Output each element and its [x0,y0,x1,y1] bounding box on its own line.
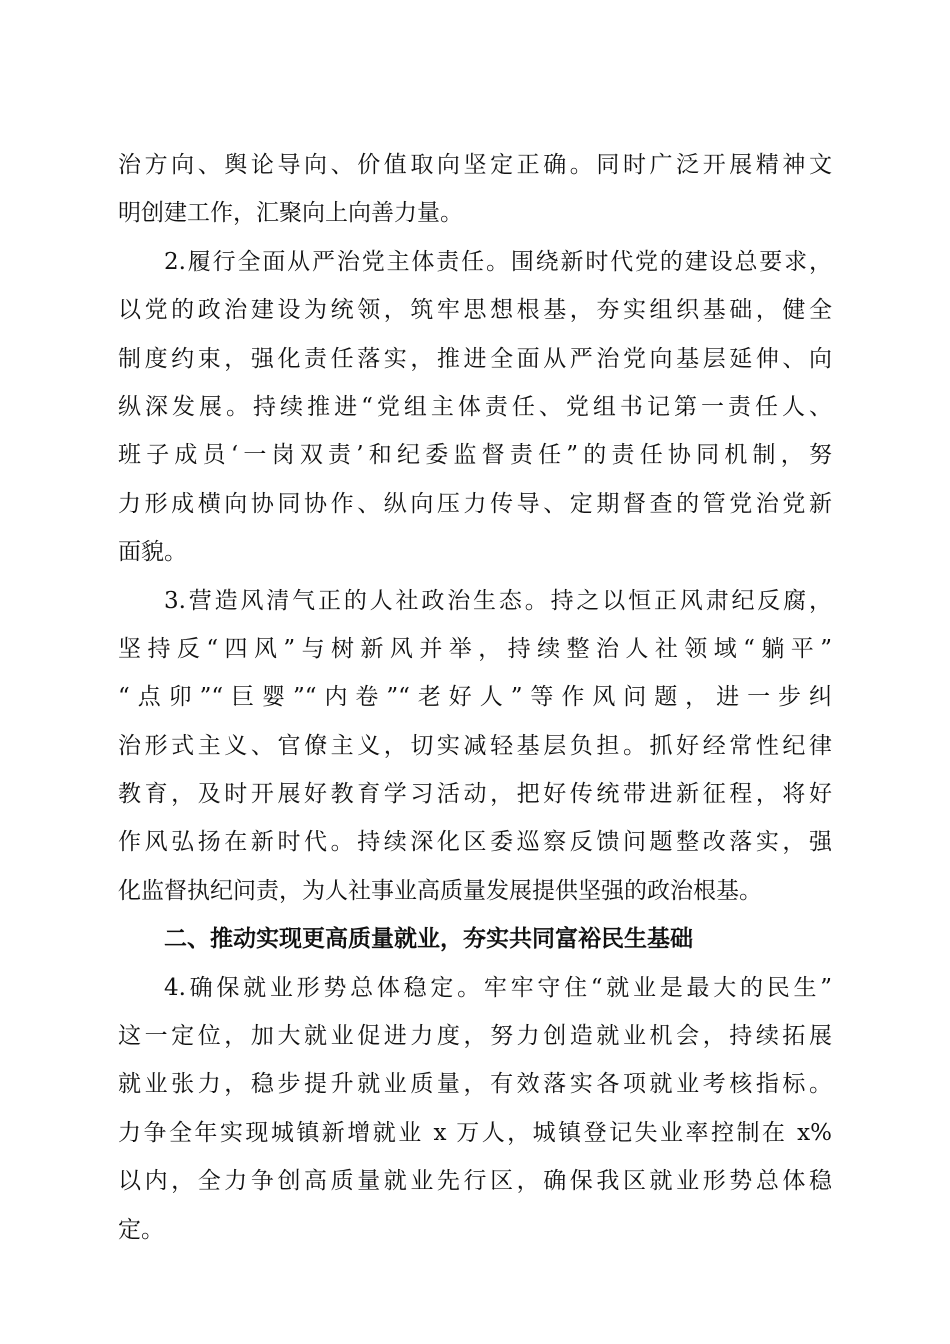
paragraph-line: 力争全年实现城镇新增就业 x 万人，城镇登记失业率控制在 x% [118,1119,832,1146]
paragraph-4 [118,964,832,1254]
paragraph-line: 纵深发展。持续推进“党组主体责任、党组书记第一责任人、 [118,393,832,420]
paragraph-line: 明创建工作，汇聚向上向善力量。 [118,200,463,227]
paragraph-line: 面貌。 [118,539,187,566]
paragraph-line: 就业张力，稳步提升就业质量，有效落实各项就业考核指标。 [118,1071,832,1098]
paragraph-line: 班子成员‘一岗双责’和纪委监督责任”的责任协同机制，努 [118,442,832,469]
document-page [118,141,832,1254]
paragraph-line: 以内，全力争创高质量就业先行区，确保我区就业形势总体稳 [118,1168,832,1195]
paragraph-1 [118,141,832,238]
paragraph-line: 化监督执纪问责，为人社事业高质量发展提供坚强的政治根基。 [118,877,762,904]
paragraph-line: 治形式主义、官僚主义，切实减轻基层负担。抓好经常性纪律 [118,732,832,759]
paragraph-line: “点卯”“巨婴”“内卷”“老好人”等作风问题，进一步纠 [118,684,832,711]
paragraph-line: 治方向、舆论导向、价值取向坚定正确。同时广泛开展精神文 [118,152,832,178]
paragraph-line: 制度约束，强化责任落实，推进全面从严治党向基层延伸、向 [118,345,832,372]
paragraph-line: 力形成横向协同协作、纵向压力传导、定期督查的管党治党新 [118,490,832,517]
paragraph-line: 以党的政治建设为统领，筑牢思想根基，夯实组织基础，健全 [118,297,832,324]
paragraph-line: 坚持反“四风”与树新风并举，持续整治人社领域“躺平” [118,635,832,662]
paragraph-line: 4.确保就业形势总体稳定。牢牢守住“就业是最大的民生” [164,974,832,1001]
paragraph-line: 定。 [118,1216,164,1243]
paragraph-line: 2.履行全面从严治党主体责任。围绕新时代党的建设总要求， [164,248,832,275]
paragraph-2 [118,238,832,577]
paragraph-line: 教育，及时开展好教育学习活动，把好传统带进新征程，将好 [118,781,832,808]
section-heading: 二、推动实现更高质量就业，夯实共同富裕民生基础 [164,926,693,953]
paragraph-line: 3.营造风清气正的人社政治生态。持之以恒正风肃纪反腐， [164,587,832,614]
paragraph-line: 这一定位，加大就业促进力度，努力创造就业机会，持续拓展 [118,1023,832,1050]
paragraph-3 [118,577,832,916]
paragraph-line: 作风弘扬在新时代。持续深化区委巡察反馈问题整改落实，强 [118,829,832,856]
